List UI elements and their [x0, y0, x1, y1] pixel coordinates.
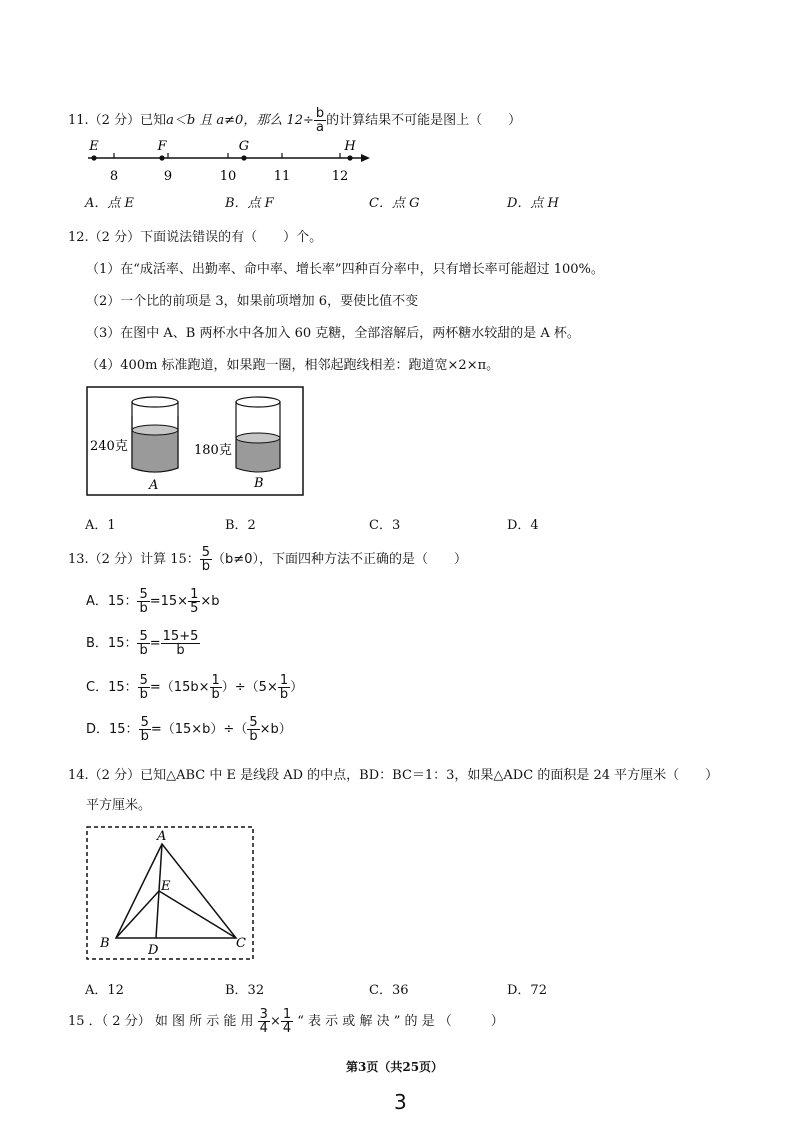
q13-c-num2: 1: [211, 673, 220, 688]
q13-d-frac: [139, 716, 151, 743]
q13-c-den3: b: [279, 687, 289, 702]
q13-option-d-label: D．: [86, 722, 110, 737]
triangle-figure: [86, 826, 254, 960]
q15-f2-den: 4: [282, 1021, 292, 1036]
q12-item-2: （2）一个比的前项是 3，如果前项增加 6，要使比值不变: [86, 294, 419, 309]
q11-frac-den: a: [316, 120, 325, 135]
q13-c-frac: [138, 674, 150, 701]
page-info: 第3页（共25页）: [346, 1060, 444, 1074]
q11-option-a[interactable]: A．点 E: [85, 196, 135, 211]
q15-frac-1: [258, 1008, 270, 1035]
q14-option-a[interactable]: A．12: [85, 983, 124, 998]
q15-f1-den: 4: [259, 1021, 268, 1036]
q13-d-mid: =（15×b）÷（: [150, 722, 248, 737]
q13-a-den2: 5: [190, 601, 199, 616]
vertex-b: B: [100, 936, 110, 951]
q15-f2-num: 1: [282, 1007, 292, 1022]
q12-stem: 12.（2 分）下面说法错误的有（ ）个。: [68, 230, 323, 245]
cup-b-label: B: [254, 476, 264, 491]
q13-a-frac2: [188, 588, 200, 615]
q15-suffix: “ 表 示 或 解 决 ” 的 是 （ ）: [297, 1014, 504, 1029]
number-line-tick-label: 11: [273, 169, 291, 184]
q11-condition: a＜b 且 a≠0，那么 12÷: [166, 113, 314, 128]
q13-d-15: 15：: [109, 722, 139, 737]
q15-stem: [68, 1008, 504, 1035]
q13-b-num2: 15+5: [162, 629, 199, 644]
q13-b-frac2: [161, 630, 201, 657]
q11-suffix: 的计算结果不可能是图上（ ）: [326, 113, 522, 128]
q12-item-3: （3）在图中 A、B 两杯水中各加入 60 克糖，全部溶解后，两杯糖水较甜的是 A 杯。: [86, 326, 580, 341]
q11-stem: [68, 107, 521, 134]
q15-prefix: 15 ．（ 2 分） 如 图 所 示 能 用: [68, 1014, 254, 1029]
q12-option-c[interactable]: C．3: [369, 518, 401, 533]
q15-frac-2: [281, 1008, 293, 1035]
q13-c-15: 15：: [108, 680, 138, 695]
q13-option-b-label: B．: [86, 636, 108, 651]
q12-option-d[interactable]: D．4: [507, 518, 539, 533]
q13-option-a-label: A．: [86, 594, 108, 609]
q13-stem: [68, 546, 467, 573]
q13-a-num: 5: [139, 587, 148, 602]
number-line-point: [91, 155, 96, 160]
q13-d-num2: 5: [249, 715, 258, 730]
vertex-c: C: [236, 936, 246, 951]
q13-frac-num: 5: [201, 545, 211, 560]
number-line-point: [241, 155, 246, 160]
number-line-tick-label: 10: [219, 169, 237, 184]
q14-stem-2: 平方厘米。: [86, 798, 152, 813]
q14-stem: 14.（2 分）已知△ABC 中 E 是线段 AD 的中点，BD：BC＝1：3，如果△ADC 的面积是 24 平方厘米（ ）: [68, 768, 719, 783]
q13-b-den2: b: [176, 643, 185, 658]
q13-b-eq: =: [149, 636, 161, 651]
q13-option-a[interactable]: [86, 588, 220, 615]
q11-fraction: [314, 107, 326, 134]
q13-a-num2: 1: [190, 587, 199, 602]
q13-d-frac2: [247, 716, 259, 743]
q14-option-c[interactable]: C．36: [369, 983, 409, 998]
q12-option-a[interactable]: A．1: [85, 518, 116, 533]
number-line-point-label: G: [238, 139, 250, 154]
q13-suffix: （b≠0），下面四种方法不正确的是（ ）: [212, 552, 467, 567]
q13-d-den: b: [140, 729, 149, 744]
q13-c-num: 5: [139, 673, 148, 688]
q12-item-4: （4）400m 标准跑道，如果跑一圈，相邻起跑线相差：跑道宽×2×π。: [86, 358, 500, 373]
cups-figure: [86, 386, 304, 496]
q13-option-c[interactable]: [86, 674, 303, 701]
q13-option-b[interactable]: [86, 630, 200, 657]
q11-option-c[interactable]: C．点 G: [369, 196, 420, 211]
cup-a-weight: 240克: [90, 439, 128, 454]
number-line-arrow: [361, 154, 370, 162]
number-line-tick-label: 9: [163, 169, 173, 184]
q11-option-d[interactable]: D．点 H: [507, 196, 559, 211]
q14-option-d[interactable]: D．72: [507, 983, 547, 998]
q13-c-tail: ）÷（5×: [221, 680, 278, 695]
q13-a-den: b: [139, 601, 148, 616]
vertex-a: A: [157, 829, 167, 844]
q13-fraction: [200, 546, 212, 573]
number-line-tick-label: 12: [331, 169, 349, 184]
q13-a-15: 15：: [107, 594, 138, 609]
number-line-point: [159, 155, 164, 160]
q13-c-num3: 1: [279, 673, 289, 688]
q11-frac-num: b: [315, 106, 325, 121]
q13-c-frac2: [210, 674, 222, 701]
q14-option-b[interactable]: B．32: [225, 983, 265, 998]
q13-frac-den: b: [201, 559, 211, 574]
q13-option-d[interactable]: [86, 716, 292, 743]
q13-c-den2: b: [211, 687, 220, 702]
point-d: D: [148, 943, 159, 958]
q13-a-mid: =15×: [149, 594, 189, 609]
q13-c-frac3: [278, 674, 290, 701]
q15-times: ×: [269, 1014, 281, 1029]
number-line-tick-label: 8: [109, 169, 119, 184]
q13-b-den: b: [139, 643, 148, 658]
page-number: 3: [394, 1090, 407, 1114]
q11-option-b[interactable]: B．点 F: [225, 196, 274, 211]
q13-a-tail: ×b: [200, 594, 220, 609]
q13-b-15: 15：: [107, 636, 138, 651]
q13-a-frac: [137, 588, 149, 615]
cup-a-label: A: [149, 478, 159, 493]
number-line: [80, 138, 380, 186]
number-line-point-label: H: [344, 139, 356, 154]
number-line-point-label: F: [157, 139, 167, 154]
q13-c-den: b: [139, 687, 148, 702]
number-line-point-label: E: [89, 139, 99, 154]
q15-f1-num: 3: [259, 1007, 268, 1022]
q13-prefix: 13.（2 分）计算 15：: [68, 552, 200, 567]
number-line-point: [347, 155, 352, 160]
q12-item-1: （1）在“成活率、出勤率、命中率、增长率”四种百分率中，只有增长率可能超过 100%。: [86, 262, 604, 277]
cup-b-weight: 180克: [194, 443, 232, 458]
q12-option-b[interactable]: B．2: [225, 518, 256, 533]
q13-c-mid: =（15b×: [149, 680, 210, 695]
q13-b-frac: [137, 630, 149, 657]
q11-prefix: 11.（2 分）已知: [68, 113, 167, 128]
q13-option-c-label: C．: [86, 680, 109, 695]
q13-d-num: 5: [140, 715, 149, 730]
q13-b-num: 5: [139, 629, 148, 644]
q13-d-den2: b: [249, 729, 258, 744]
q13-c-end: ）: [290, 680, 304, 695]
q13-d-tail: ×b）: [259, 722, 292, 737]
point-e: E: [161, 879, 171, 894]
